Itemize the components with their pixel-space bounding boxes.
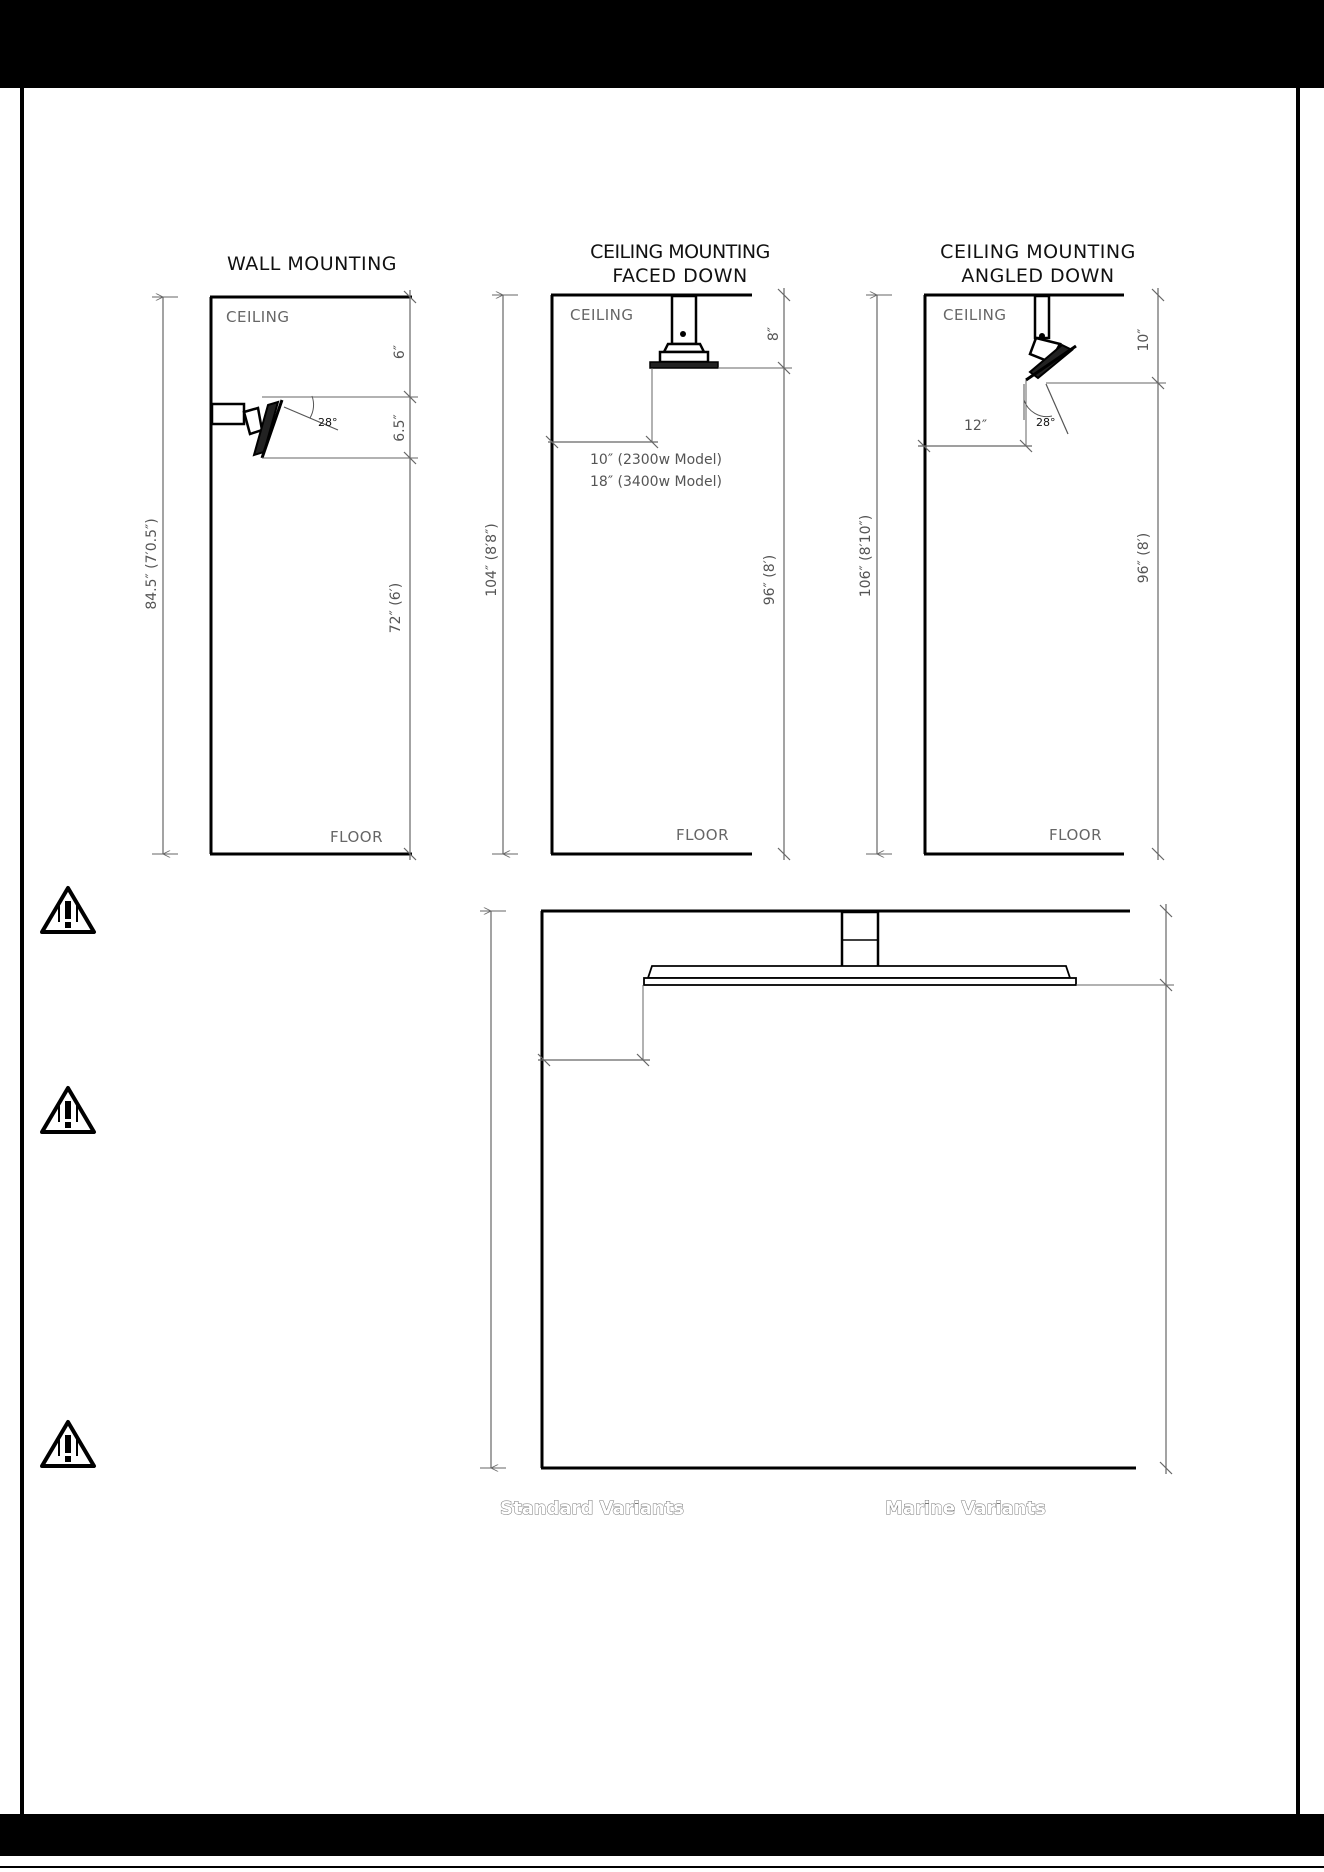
marine-variants-label: Marine Variants [885, 1498, 1046, 1519]
wall-heater-height-label: 6.5″ [392, 414, 408, 442]
cd-total-height-label: 104″ (8′8″) [484, 523, 500, 597]
cd-floor-label: FLOOR [676, 826, 729, 844]
ceiling-down-title-2: FACED DOWN [612, 265, 748, 287]
wall-top-clearance-label: 6″ [392, 344, 408, 360]
cd-floor-clearance-label: 96″ (8′) [762, 554, 778, 606]
wall-mounting-title: WALL MOUNTING [226, 253, 398, 275]
ca-total-height-label: 106″ (8′10″) [858, 514, 874, 598]
ca-floor-clearance-label: 96″ (8′) [1136, 532, 1152, 584]
cd-drop-label: 8″ [766, 326, 782, 342]
large-ceiling-diagram [480, 904, 1174, 1474]
cd-offset-label-1: 10″ (2300w Model) [590, 452, 722, 468]
ceiling-angled-title-2: ANGLED DOWN [961, 265, 1115, 287]
ca-drop-label: 10″ [1136, 328, 1152, 352]
wall-angle-label: 28° [318, 416, 338, 429]
wall-total-height-label: 84.5″ (7′0.5″) [144, 518, 160, 610]
ca-angle-label: 28° [1036, 416, 1056, 429]
ceiling-angled-down-diagram [858, 241, 1166, 860]
ca-heater-icon [1026, 296, 1076, 380]
warning-triangle-icon [42, 888, 94, 932]
ca-ceiling-label: CEILING [943, 306, 1007, 324]
wall-floor-label: FLOOR [330, 828, 383, 846]
wall-floor-clearance-label: 72″ (6′) [388, 582, 404, 634]
standard-variants-label: Standard Variants [500, 1498, 685, 1519]
wall-heater-icon [212, 400, 282, 458]
warning-triangle-icon [42, 1088, 94, 1132]
ceiling-angled-title-1: CEILING MOUNTING [940, 241, 1136, 263]
ca-offset-label: 12″ [964, 418, 988, 434]
cd-heater-icon [650, 296, 718, 368]
ceiling-down-title-1: CEILING MOUNTING [590, 241, 770, 263]
ceiling-faced-down-diagram [484, 241, 792, 860]
wall-mounting-diagram [144, 253, 418, 860]
warning-triangle-icon [42, 1422, 94, 1466]
cd-ceiling-label: CEILING [570, 306, 634, 324]
cd-offset-label-2: 18″ (3400w Model) [590, 474, 722, 490]
lg-heater-icon [644, 912, 1076, 985]
wall-ceiling-label: CEILING [226, 308, 290, 326]
ca-floor-label: FLOOR [1049, 826, 1102, 844]
